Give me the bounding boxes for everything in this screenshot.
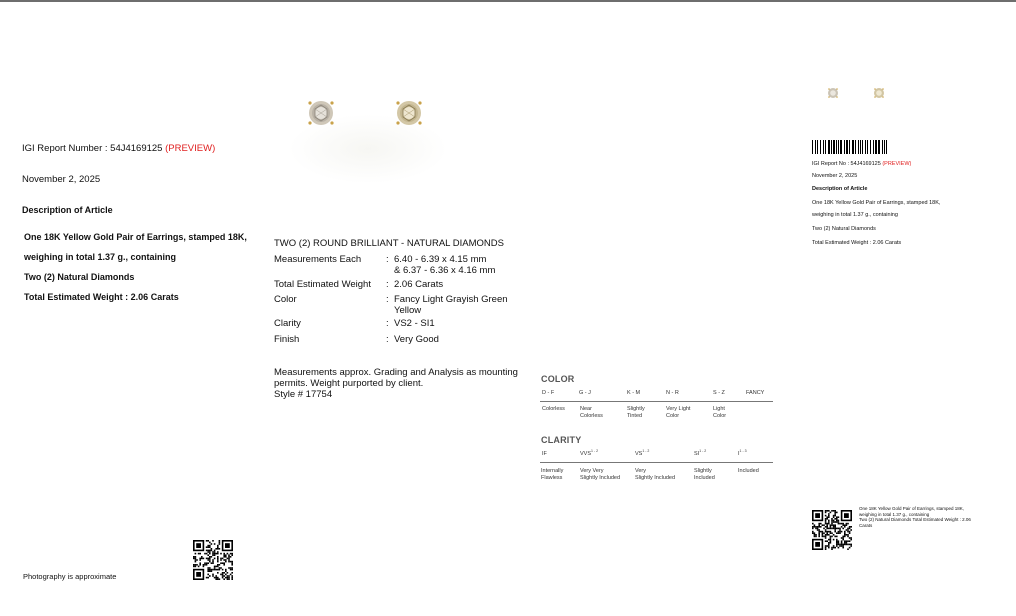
- clarity-grade-description: Very Very Slightly Included: [580, 468, 621, 481]
- spec-separator: :: [386, 254, 389, 265]
- description-line: Total Estimated Weight : 2.06 Carats: [24, 292, 179, 302]
- qr-code-icon: [812, 510, 852, 550]
- color-grade-code: D - F: [542, 390, 555, 396]
- preview-label: (PREVIEW): [165, 143, 216, 154]
- report-date: November 2, 2025: [22, 174, 101, 185]
- clarity-grade-code: VVS$^{1 - 2}$: [580, 449, 599, 457]
- color-grade-code: FANCY: [746, 390, 765, 396]
- report-number-label: IGI Report Number : 54J4169125: [22, 143, 163, 154]
- clarity-grade-code: $I^{1 - 3}$: [738, 449, 747, 457]
- spec-separator: :: [386, 334, 389, 345]
- spec-label: Color: [274, 294, 297, 305]
- report-number: [22, 143, 215, 154]
- clarity-scale-rule: [540, 462, 773, 463]
- spec-separator: :: [386, 294, 389, 305]
- grading-note: Measurements approx. Grading and Analysis as mounting: [274, 367, 518, 378]
- spec-value: 2.06 Carats: [394, 279, 444, 290]
- spec-value: Very Good: [394, 334, 439, 345]
- diamond-stud-image: [874, 88, 884, 98]
- mini-report-number: [812, 161, 911, 167]
- description-line: Two (2) Natural Diamonds: [24, 272, 135, 282]
- clarity-grade-description: Included: [738, 468, 759, 474]
- spec-value: 6.40 - 6.39 x 4.15 mm & 6.37 - 6.36 x 4.16 mm: [394, 254, 496, 276]
- diamond-stud-image: [828, 88, 838, 98]
- clarity-grade-description: Slightly Included: [694, 468, 715, 481]
- color-grade-description: Near Colorless: [580, 406, 603, 419]
- clarity-grade-code: IF: [542, 451, 547, 457]
- color-grade-description: Colorless: [542, 406, 565, 412]
- earrings-photo: [288, 84, 448, 194]
- spec-label: Total Estimated Weight: [274, 279, 371, 290]
- clarity-grade-code: VS$^{1 - 2}$: [635, 449, 650, 457]
- spec-label: Clarity: [274, 318, 301, 329]
- spec-value: Fancy Light Grayish Green Yellow: [394, 294, 508, 316]
- color-scale-rule: [540, 401, 773, 402]
- description-heading: Description of Article: [22, 205, 113, 215]
- top-border: [0, 0, 1016, 2]
- color-grade-code: K - M: [627, 390, 641, 396]
- spec-label: Measurements Each: [274, 254, 362, 265]
- clarity-scale-title: CLARITY: [541, 435, 582, 445]
- description-line: weighing in total 1.37 g., containing: [24, 252, 177, 262]
- color-grade-description: Very Light Color: [666, 406, 691, 419]
- mini-report-date: November 2, 2025: [812, 173, 858, 179]
- clarity-grade-code: SI$^{1 - 2}$: [694, 449, 707, 457]
- mini-description-line: One 18K Yellow Gold Pair of Earrings, stamped 18K,: [812, 200, 941, 206]
- color-grade-code: S - Z: [713, 390, 725, 396]
- spec-label: Finish: [274, 334, 300, 345]
- color-grade-description: Light Color: [713, 406, 727, 419]
- spec-separator: :: [386, 318, 389, 329]
- diamond-stud-image: [396, 101, 421, 125]
- barcode-icon: [812, 140, 890, 154]
- mini-description-line: weighing in total 1.37 g., containing: [812, 212, 898, 218]
- qr-code-icon: [193, 540, 233, 580]
- color-grade-code: N - R: [666, 390, 679, 396]
- diamond-heading: TWO (2) ROUND BRILLIANT - NATURAL DIAMONDS: [274, 238, 504, 249]
- grading-note: permits. Weight purported by client.: [274, 378, 424, 389]
- mini-description-line: Total Estimated Weight : 2.06 Carats: [812, 240, 902, 246]
- mini-description-heading: Description of Article: [812, 186, 868, 192]
- mini-report-number-label: IGI Report No : 54J4169125: [812, 161, 881, 167]
- color-grade-description: Slightly Tinted: [627, 406, 645, 419]
- spec-value: VS2 - SI1: [394, 318, 435, 329]
- description-line: One 18K Yellow Gold Pair of Earrings, stamped 18K,: [24, 232, 247, 242]
- mini-footer-text: One 18K Yellow Gold Pair of Earrings, stamped 18K, weighing in total 1.37 g., containing Two (2) Natural Diamonds Total Estimated Weight : 2.06 Carats: [859, 506, 971, 528]
- photo-note: Photography is approximate: [23, 572, 117, 581]
- mini-description-line: Two (2) Natural Diamonds: [812, 226, 876, 232]
- diamond-stud-image: [308, 101, 333, 125]
- clarity-grade-description: Internally Flawless: [541, 468, 564, 481]
- style-number: Style # 17754: [274, 389, 333, 400]
- mini-preview-label: (PREVIEW): [882, 161, 912, 167]
- color-scale-title: COLOR: [541, 374, 575, 384]
- earrings-thumbnail: [820, 84, 892, 102]
- clarity-grade-description: Very Slightly Included: [635, 468, 676, 481]
- spec-separator: :: [386, 279, 389, 290]
- color-grade-code: G - J: [579, 390, 591, 396]
